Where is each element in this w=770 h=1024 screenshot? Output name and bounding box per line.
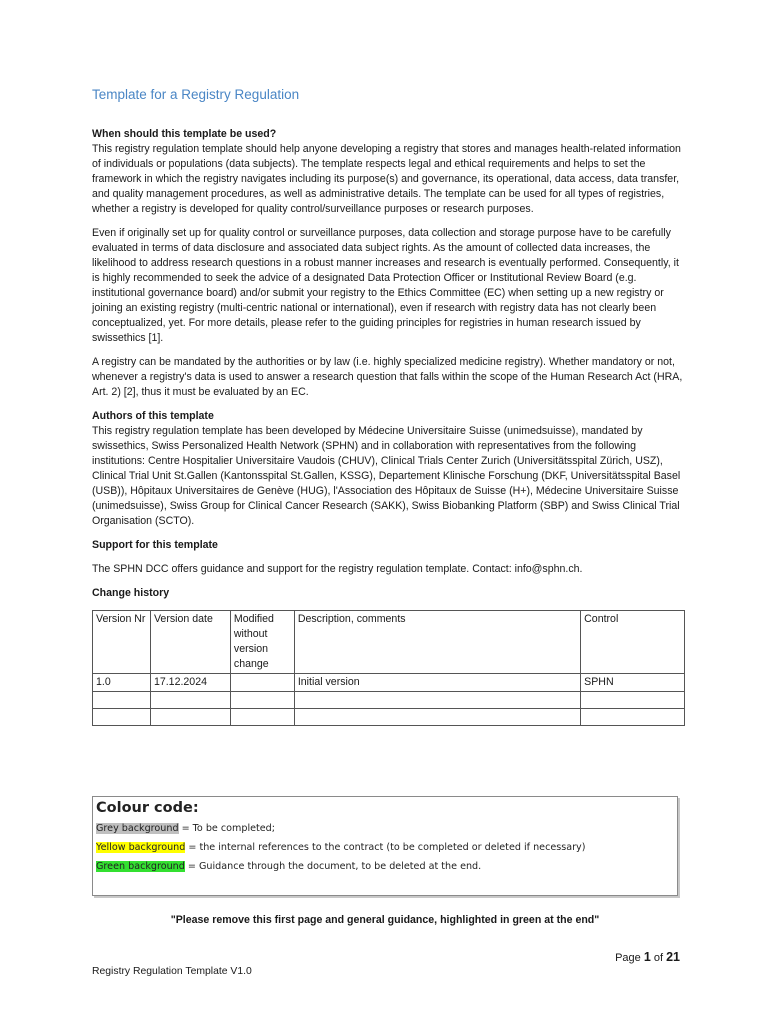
grey-highlight-label: Grey background [96, 823, 179, 834]
table-cell: 17.12.2024 [150, 674, 230, 692]
when-paragraph-3: A registry can be mandated by the authorities or by law (i.e. highly specialized medicine registry). Whether mandatory or not, whenever a registry's data is used to answer a research question that falls within the scope of the Human Research Act (HRA, Art. 2) [2], thus it must be evaluated by an EC. [92, 356, 683, 398]
authors-heading: Authors of this template [92, 410, 214, 422]
page-number [615, 950, 680, 964]
table-header-cell: Version date [150, 611, 230, 674]
document-body [92, 127, 688, 726]
green-description: = Guidance through the document, to be deleted at the end. [184, 861, 482, 872]
change-history-table [92, 610, 685, 726]
colour-code-green-line [96, 861, 481, 872]
when-paragraph-1: This registry regulation template should help anyone developing a registry that stores and manages health-related information of individuals or populations (data subjects). The template respects legal and ethical requirements and helps to set the framework in which the registry navigates including its purpose(s) and governance, its operational, data access, data transfer, and quality management procedures, as well as administrative details. The template can be used for all types of registries, whether a registry is developed for quality control/surveillance purposes or research purposes. [92, 143, 681, 215]
page-number-prefix: Page [615, 952, 644, 964]
yellow-highlight-label: Yellow background [96, 842, 186, 853]
table-cell [150, 692, 230, 709]
support-paragraph: The SPHN DCC offers guidance and support for the registry regulation template. Contact: info@sphn.ch. [92, 563, 583, 575]
colour-code-box [92, 796, 678, 896]
colour-code-grey-line [96, 823, 275, 834]
support-heading: Support for this template [92, 539, 218, 551]
table-cell [230, 674, 294, 692]
table-header-cell: Description, comments [294, 611, 580, 674]
colour-code-title: Colour code: [96, 800, 199, 816]
green-highlight-label: Green background [96, 861, 185, 872]
authors-paragraph: This registry regulation template has been developed by Médecine Universitaire Suisse (unimedsuisse), mandated by swissethics, Swiss Personalized Health Network (SPHN) and in collaboration with representatives from the following institutions: Centre Hospitalier Universitaire Vaudois (CHUV), Clinical Trials Center Zurich (Universitätsspital Zürich, USZ), Clinical Trial Unit St.Gallen (Kantonsspital St.Gallen, KSSG), Departement Klinische Forschung (DKF, Universitätsspital Basel (USB)), Hôpitaux Universitaires de Genève (HUG), l'Association des Hôpitaux de Suisse (H+), Médecine Universitaire Suisse (unimedsuisse), Swiss Group for Clinical Cancer Research (SAKK), Swiss Biobanking Platform (SBP) and Swiss Clinical Trial Organisation (SCTO). [92, 425, 681, 527]
table-cell: SPHN [581, 674, 685, 692]
when-paragraph-2: Even if originally set up for quality control or surveillance purposes, data collection and storage purpose have to be carefully evaluated in terms of data disclosure and associated data subject rights. As the amount of collected data increases, the likelihood to address research questions in a robust manner increases and research is eventually performed. Consequently, it is highly recommended to seek the advice of a designated Data Protection Officer or Institutional Review Board (e.g. institutional governance board) and/or submit your registry to the Ethics Committee (EC) when setting up a new registry or joining an existing registry (multi-centric national or international), even if research with registry data has not clearly been conceptualized, yet. For more details, please refer to the guiding principles for registries in human research issued by swissethics [1]. [92, 227, 679, 344]
page-number-current: 1 [643, 950, 651, 964]
table-header-cell: Modified without version change [230, 611, 294, 674]
footer-text: Registry Regulation Template V1.0 [92, 966, 252, 977]
change-history-heading: Change history [92, 587, 170, 599]
table-cell [581, 709, 685, 726]
table-cell [294, 709, 580, 726]
table-cell [581, 692, 685, 709]
table-cell [294, 692, 580, 709]
remove-page-note: "Please remove this first page and general guidance, highlighted in green at the end" [170, 914, 600, 926]
table-row [93, 709, 685, 726]
page-number-of: of [650, 952, 667, 964]
table-cell [230, 692, 294, 709]
table-cell [93, 692, 151, 709]
table-header-cell: Version Nr [93, 611, 151, 674]
yellow-description: = the internal references to the contract (to be completed or deleted if necessary) [185, 842, 586, 853]
table-cell [150, 709, 230, 726]
table-cell [230, 709, 294, 726]
table-row [93, 674, 685, 692]
table-header-row [93, 611, 685, 674]
document-title: Template for a Registry Regulation [92, 87, 300, 102]
when-heading: When should this template be used? [92, 128, 277, 140]
colour-code-yellow-line [96, 842, 585, 853]
table-header-cell: Control [581, 611, 685, 674]
table-cell [93, 709, 151, 726]
page-number-total: 21 [666, 950, 680, 964]
table-row [93, 692, 685, 709]
table-cell: 1.0 [93, 674, 151, 692]
table-cell: Initial version [294, 674, 580, 692]
grey-description: = To be completed; [178, 823, 276, 834]
